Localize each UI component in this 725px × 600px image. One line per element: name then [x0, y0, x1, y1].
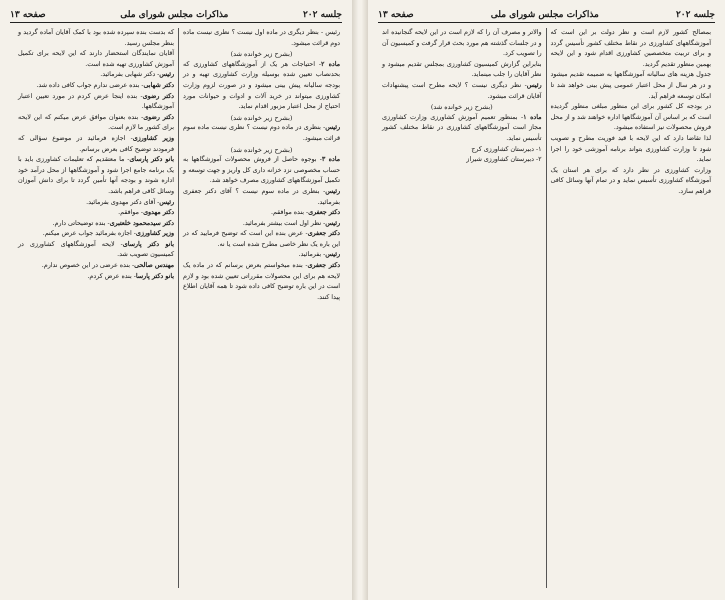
- paragraph-text: (بشرح زیر خوانده شد): [430, 103, 493, 112]
- paragraph-text: (بشرح زیر خوانده شد): [230, 50, 293, 59]
- paragraph: [183, 60, 340, 113]
- paragraph: [18, 49, 174, 70]
- left-page-left-column: [14, 28, 179, 588]
- paragraph: [183, 145, 340, 156]
- paragraph-text: - نظر دیگری نیست ؟ لایحه مطرح است پیشنهادات آقایان قرائت میشود.: [382, 81, 542, 100]
- paragraph: [382, 113, 542, 145]
- right-page-header: [378, 8, 715, 23]
- speaker-name: وزیر کشاورزی: [132, 134, 175, 142]
- speaker-name: رئیس: [325, 187, 340, 195]
- left-page-session: جلسه ۲۰۲: [302, 10, 342, 20]
- paragraph-text: - ما معتقدیم که تعلیمات کشاورزی باید با یک برنامه جامع اجرا شود و آموزشگاهها از محل درآمد خود اداره شوند و بودجه آنها تأمین گردد تا برای دانش آموزان وسائل کافی فراهم باشد.: [18, 156, 174, 195]
- paragraph: [18, 208, 174, 219]
- paragraph: [18, 155, 174, 197]
- paragraph: [18, 261, 174, 272]
- paragraph: [382, 102, 542, 113]
- speaker-name: ماده ۲: [321, 60, 340, 68]
- right-page: [368, 0, 725, 600]
- paragraph: [551, 70, 712, 102]
- paragraph-text: - دکتر شهابی بفرمائید.: [100, 71, 160, 79]
- paragraph-text: رئیس - بنظر دیگری در ماده اول نیست ؟ نظری نیست ماده دوم قرائت میشود.: [183, 29, 340, 47]
- speaker-name: رئیس: [325, 124, 340, 132]
- paragraph: [183, 208, 340, 219]
- paragraph-text: - بنده اینجا عرض کردم در مورد تعیین اعتبار آموزشگاهها.: [18, 92, 174, 111]
- paragraph-text: بنابراین گزارش کمیسیون کشاورزی بمجلس تقدیم میشود و نظر آقایان را جلب مینماید.: [382, 60, 542, 79]
- paragraph-text: لذا تقاضا دارد که این لایحه با قید فوریت مطرح و تصویب شود تا وزارت کشاورزی بتواند برنامه آموزشی خود را اجرا نماید.: [550, 134, 711, 164]
- paragraph: [382, 81, 542, 102]
- paragraph-text: - بنده توضیحاتی دارم.: [52, 219, 110, 227]
- paragraph-text: - اجازه فرمائید در موضوع سؤالی که فرمودند توضیح کافی بعرض برسانم.: [18, 134, 174, 153]
- paragraph-text: - بنده بعنوان موافق عرض میکنم که این لایحه برای کشور ما لازم است.: [18, 113, 174, 132]
- speaker-name: وزیر کشاورزی: [135, 230, 174, 238]
- left-page-columns: [14, 28, 344, 588]
- speaker-name: رئیس: [159, 71, 174, 79]
- paragraph: [183, 219, 340, 230]
- paragraph-text: - موافقم.: [118, 209, 144, 217]
- paragraph: [382, 145, 542, 156]
- paragraph-text: - بنده میخواستم بعرض برسانم که در ماده یک لایحه هم برای این محصولات مقرراتی تعیین شده بود و لازم است در این باره توضیح کافی داده شود تا همه آقایان اطلاع پیدا کنند.: [183, 262, 340, 301]
- left-page-number: صفحه ۱۳: [10, 10, 46, 20]
- paragraph-text: - بنده عرضی ندارم جواب کافی داده شد.: [36, 81, 144, 89]
- paragraph-text: والاتر و مصرف آن را که لازم است در این لایحه گنجانیده اند و در جلسات گذشته هم مورد بحث قرار گرفت و کمیسیون آن را تصویب کرد.: [382, 29, 542, 58]
- paragraph: [551, 134, 712, 166]
- paragraph-text: - عرض بنده این است که توضیح فرمایید که در این باره یک نظر خاصی مطرح شده است یا نه.: [183, 230, 340, 248]
- paragraph: [183, 113, 340, 124]
- paragraph: [551, 102, 712, 134]
- paragraph: [551, 28, 712, 70]
- paragraph-text: - نظر اول است بیشتر بفرمائید.: [242, 219, 326, 227]
- speaker-name: ماده ۳: [321, 156, 341, 164]
- paragraph-text: - بنده عرضی در این خصوص ندارم.: [41, 262, 135, 270]
- paragraph: [18, 134, 174, 155]
- speaker-name: دکتر سیدمحمود خلعتبری: [109, 219, 174, 227]
- paragraph-text: آقایان نمایندگان استحضار دارند که این لایحه برای تکمیل آموزش کشاورزی تهیه شده است.: [18, 50, 174, 68]
- speaker-name: ماده ۱: [523, 113, 542, 121]
- paragraph: [18, 272, 174, 283]
- speaker-name: رئیس: [325, 219, 340, 227]
- paragraph: [18, 28, 174, 49]
- speaker-name: بانو دکتر پارسای: [122, 240, 174, 248]
- paragraph: [183, 229, 340, 250]
- left-page-right-column: [179, 28, 344, 588]
- paragraph-text: ۱- دبیرستان کشاورزی کرج: [471, 145, 542, 153]
- paragraph: [551, 166, 712, 198]
- speaker-name: دکتر رضوی: [142, 92, 174, 100]
- paragraph-text: (بشرح زیر خوانده شد): [230, 113, 293, 122]
- right-page-number: صفحه ۱۳: [378, 10, 414, 20]
- paragraph-text: که بدست بنده سپرده شده بود با کمک آقایان آماده گردید و بنظر مجلس رسید.: [18, 29, 174, 47]
- speaker-name: دکتر جعفری: [307, 262, 340, 270]
- paragraph-text: - لایحه آموزشگاههای کشاورزی در کمیسیون تصویب شد.: [18, 240, 174, 259]
- paragraph: [183, 250, 340, 261]
- paragraph: [382, 155, 542, 166]
- speaker-name: مهندس صالحی: [134, 262, 174, 270]
- speaker-name: دکتر مهدوی: [143, 209, 174, 217]
- speaker-name: دکتر رضوی: [143, 113, 174, 121]
- speaker-name: رئیس: [526, 81, 542, 89]
- paragraph-text: ۲- دبیرستان کشاورزی شیراز: [466, 156, 542, 164]
- paragraph: [183, 187, 340, 208]
- paragraph: [18, 219, 174, 230]
- paragraph-text: وزارت کشاورزی در نظر دارد که برای هر استان یک آموزشگاه کشاورزی تأسیس نماید و در تمام آنها وسائل کافی فراهم سازد.: [550, 166, 711, 195]
- paragraph-text: - بفرمائید.: [298, 251, 326, 259]
- paragraph: [18, 81, 174, 92]
- speaker-name: بانو دکتر پارسا: [135, 272, 174, 280]
- paragraph: [18, 240, 174, 261]
- paragraph: [18, 113, 174, 134]
- paragraph-text: بمصالح کشور لازم است و نظر دولت بر این است که آموزشگاههای کشاورزی در نقاط مختلف کشور تأسیس گردد و برای تربیت متخصصین کشاورزی اقدام شود و این لایحه بهمین منظور تقدیم گردید.: [550, 29, 711, 68]
- paragraph-text: - آقای دکتر مهدوی بفرمائید.: [86, 198, 160, 206]
- paragraph: [183, 261, 340, 303]
- paragraph: [18, 70, 174, 81]
- paragraph: [18, 229, 174, 240]
- paragraph: [382, 28, 542, 60]
- book-gutter: [352, 0, 368, 600]
- paragraph: [382, 60, 542, 81]
- paragraph-text: - بنظری در ماده سوم نیست ؟ آقای دکتر جعفری بفرمائید.: [183, 187, 340, 206]
- paragraph: [18, 198, 174, 209]
- left-page-title: مذاکرات مجلس شورای ملی: [120, 10, 229, 20]
- paragraph-text: - بنده موافقم.: [270, 209, 309, 217]
- paragraph: [183, 155, 340, 187]
- paragraph-text: - بمنظور تعمیم آموزش کشاورزی وزارت کشاورزی مجاز است آموزشگاههای کشاورزی در نقاط مختلف کشور تأسیس نماید.: [382, 113, 542, 142]
- paragraph-text: جدول هزینه های سالیانه آموزشگاهها به ضمیمه تقدیم میشود و در هر سال از محل اعتبار عمومی پیش بینی خواهد شد تا امکان توسعه فراهم آید.: [550, 71, 711, 100]
- speaker-name: رئیس: [159, 198, 174, 206]
- right-page-title: مذاکرات مجلس شورای ملی: [490, 10, 599, 20]
- paragraph: [183, 49, 340, 60]
- paragraph-text: - احتیاجات هر یک از آموزشگاههای کشاورزی که بحدنصاب تعیین شده بوسیله وزارت کشاورزی تهیه و در بودجه سالیانه پیش بینی میشود و در صورت لزوم وزارت کشاورزی میتواند در خرید آلات و ادوات و حیوانات مورد احتیاج از محل اعتبار مزبور اقدام نماید.: [183, 60, 340, 111]
- speaker-name: بانو دکتر پارسای: [129, 156, 174, 164]
- paragraph-text: (بشرح زیر خوانده شد): [230, 145, 293, 154]
- left-page-header: [10, 8, 342, 23]
- paragraph-text: - بنده عرض کردم.: [87, 272, 136, 280]
- right-page-columns: [378, 28, 715, 588]
- paragraph: [18, 92, 174, 113]
- right-page-session: جلسه ۲۰۲: [675, 10, 715, 20]
- paragraph: [183, 123, 340, 144]
- speaker-name: دکتر شهابی: [143, 81, 174, 89]
- paragraph-text: در بودجه کل کشور برای این منظور مبلغی منظور گردیده است که بر اساس آن آموزشگاهها اداره خواهند شد و از محل فروش محصولات نیز استفاده میشود.: [550, 103, 711, 132]
- left-page: [0, 0, 352, 600]
- paragraph-text: - بنظری در ماده دوم نیست ؟ نظری نیست ماده سوم قرائت میشود.: [183, 124, 340, 142]
- right-page-left-column: [378, 28, 547, 588]
- paragraph: [183, 28, 340, 49]
- speaker-name: دکتر جعفری: [307, 230, 340, 238]
- speaker-name: رئیس: [325, 251, 340, 259]
- speaker-name: دکتر جعفری: [308, 209, 340, 217]
- right-page-right-column: [547, 28, 716, 588]
- paragraph-text: - بوجوه حاصل از فروش محصولات آموزشگاهها به حساب مخصوصی نزد خزانه داری کل واریز و جهت توسعه و تکمیل آموزشگاههای کشاورزی مصرف خواهد شد.: [183, 156, 340, 185]
- paragraph-text: - اجازه بفرمائید جواب عرض میکنم.: [42, 230, 136, 238]
